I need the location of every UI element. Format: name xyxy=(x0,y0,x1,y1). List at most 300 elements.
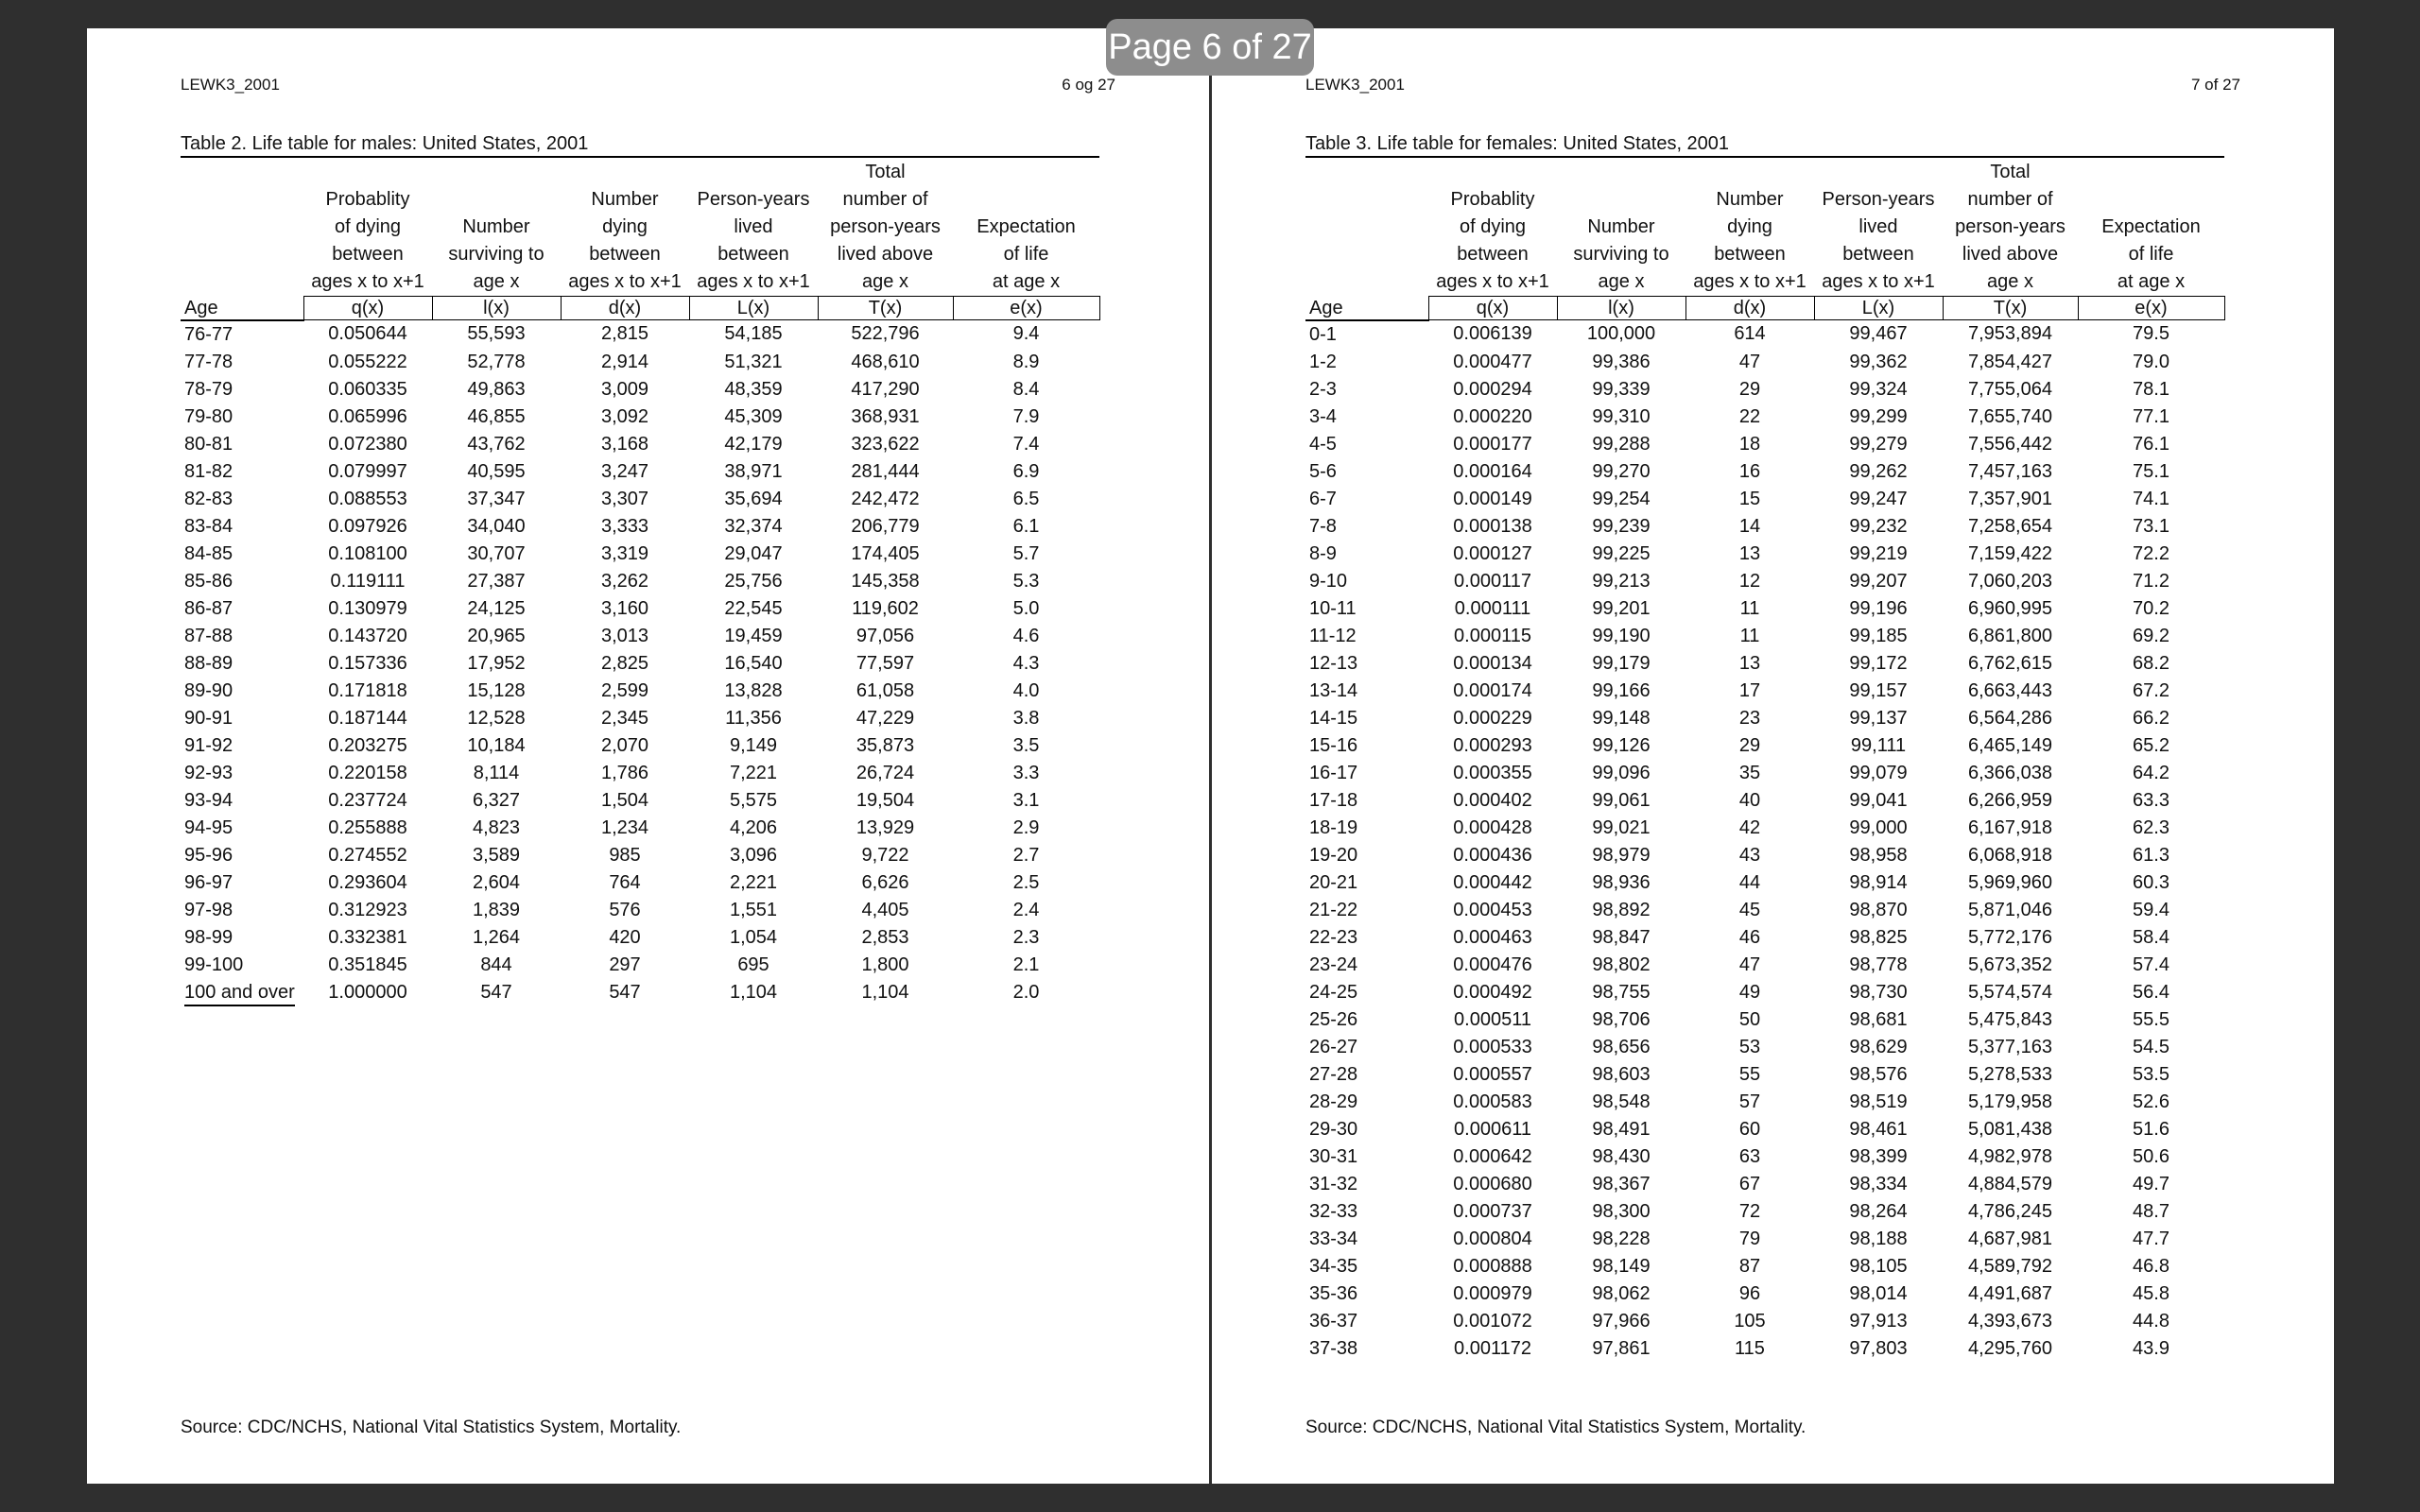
table-row xyxy=(1305,1061,2224,1089)
value-cell: 4,687,981 xyxy=(1968,1228,2052,1249)
header-row xyxy=(181,241,1099,268)
value-cell: 19,504 xyxy=(856,789,915,811)
value-cell: 242,472 xyxy=(851,488,920,509)
value-cell: 3,096 xyxy=(729,844,778,866)
value-cell: 0.000804 xyxy=(1453,1228,1532,1249)
value-cell: 99,185 xyxy=(1849,625,1908,646)
table-row xyxy=(1305,595,2224,623)
value-cell: 6,564,286 xyxy=(1968,707,2052,729)
value-cell: 0.000177 xyxy=(1453,433,1532,455)
value-cell: 0.006139 xyxy=(1453,323,1532,345)
value-cell: 50 xyxy=(1738,1008,1761,1030)
pdf-page-7 xyxy=(1212,28,2334,1484)
value-cell: 46.8 xyxy=(2133,1255,2169,1277)
value-cell: 38,971 xyxy=(724,460,783,482)
value-cell: 99,232 xyxy=(1849,515,1908,537)
column-symbol: q(x) xyxy=(1428,297,1557,320)
value-cell: 0.097926 xyxy=(328,515,407,537)
age-cell: 24-25 xyxy=(1309,981,1358,1003)
value-cell: 99,213 xyxy=(1592,570,1651,592)
value-cell: 0.000134 xyxy=(1453,652,1532,674)
column-symbol: e(x) xyxy=(2078,297,2224,320)
value-cell: 522,796 xyxy=(851,323,920,345)
column-header-line: lived above xyxy=(1962,244,2059,265)
value-cell: 0.088553 xyxy=(328,488,407,509)
column-header-line: between xyxy=(332,244,404,265)
age-cell: 83-84 xyxy=(184,515,233,537)
value-cell: 16,540 xyxy=(724,652,783,674)
value-cell: 23 xyxy=(1738,707,1761,729)
value-cell: 67 xyxy=(1738,1173,1761,1194)
value-cell: 55,593 xyxy=(467,323,526,345)
value-cell: 2,604 xyxy=(472,871,521,893)
table-row xyxy=(1305,1280,2224,1308)
value-cell: 99,239 xyxy=(1592,515,1651,537)
age-cell: 29-30 xyxy=(1309,1118,1358,1140)
value-cell: 0.000737 xyxy=(1453,1200,1532,1222)
value-cell: 47,229 xyxy=(856,707,915,729)
age-cell: 6-7 xyxy=(1309,488,1337,509)
value-cell: 98,461 xyxy=(1849,1118,1908,1140)
age-cell: 82-83 xyxy=(184,488,233,509)
value-cell: 48.7 xyxy=(2133,1200,2169,1222)
value-cell: 547 xyxy=(609,981,641,1003)
value-cell: 99,179 xyxy=(1592,652,1651,674)
table-row xyxy=(1305,952,2224,979)
value-cell: 5,575 xyxy=(729,789,778,811)
value-cell: 40 xyxy=(1738,789,1761,811)
value-cell: 3.3 xyxy=(1012,762,1040,783)
value-cell: 35 xyxy=(1738,762,1761,783)
value-cell: 52,778 xyxy=(467,351,526,372)
value-cell: 1,264 xyxy=(472,926,521,948)
value-cell: 5,377,163 xyxy=(1968,1036,2052,1057)
table-row xyxy=(181,678,1099,705)
value-cell: 98,706 xyxy=(1592,1008,1651,1030)
column-header-line: number of xyxy=(842,189,928,210)
value-cell: 51,321 xyxy=(724,351,783,372)
value-cell: 3,319 xyxy=(600,542,649,564)
value-cell: 72 xyxy=(1738,1200,1761,1222)
value-cell: 6.5 xyxy=(1012,488,1040,509)
value-cell: 7,655,740 xyxy=(1968,405,2052,427)
value-cell: 44 xyxy=(1738,871,1761,893)
column-header-line xyxy=(953,159,1099,186)
column-symbol: L(x) xyxy=(1814,297,1943,320)
table-row xyxy=(1305,404,2224,431)
value-cell: 6,663,443 xyxy=(1968,679,2052,701)
header-row xyxy=(181,159,1099,186)
value-cell: 6,327 xyxy=(472,789,521,811)
value-cell: 1.000000 xyxy=(328,981,407,1003)
value-cell: 7,457,163 xyxy=(1968,460,2052,482)
value-cell: 40,595 xyxy=(467,460,526,482)
value-cell: 98,802 xyxy=(1592,954,1651,975)
column-header-line: ages x to x+1 xyxy=(311,271,424,292)
column-header-line: Number xyxy=(1587,216,1655,237)
column-header-line: ages x to x+1 xyxy=(1822,271,1935,292)
value-cell: 6,861,800 xyxy=(1968,625,2052,646)
value-cell: 77.1 xyxy=(2133,405,2169,427)
table-row xyxy=(1305,1253,2224,1280)
value-cell: 2.5 xyxy=(1012,871,1040,893)
value-cell: 3,013 xyxy=(600,625,649,646)
value-cell: 75.1 xyxy=(2133,460,2169,482)
value-cell: 614 xyxy=(1734,323,1766,345)
header-cell xyxy=(181,186,303,214)
value-cell: 0.055222 xyxy=(328,351,407,372)
value-cell: 45.8 xyxy=(2133,1282,2169,1304)
value-cell: 22,545 xyxy=(724,597,783,619)
value-cell: 68.2 xyxy=(2133,652,2169,674)
value-cell: 368,931 xyxy=(851,405,920,427)
age-cell: 91-92 xyxy=(184,734,233,756)
value-cell: 9.4 xyxy=(1012,323,1040,345)
table-row xyxy=(1305,678,2224,705)
value-cell: 55 xyxy=(1738,1063,1761,1085)
value-cell: 17,952 xyxy=(467,652,526,674)
value-cell: 4,206 xyxy=(729,816,778,838)
value-cell: 98,188 xyxy=(1849,1228,1908,1249)
age-cell: 93-94 xyxy=(184,789,233,811)
table-row xyxy=(181,513,1099,541)
value-cell: 4.3 xyxy=(1012,652,1040,674)
age-cell: 4-5 xyxy=(1309,433,1337,455)
age-cell: 95-96 xyxy=(184,844,233,866)
column-header-line: lived above xyxy=(837,244,934,265)
age-cell: 85-86 xyxy=(184,570,233,592)
value-cell: 97,803 xyxy=(1849,1337,1908,1359)
value-cell: 61,058 xyxy=(856,679,915,701)
value-cell: 0.000164 xyxy=(1453,460,1532,482)
value-cell: 98,430 xyxy=(1592,1145,1651,1167)
column-header-line: between xyxy=(1714,244,1786,265)
value-cell: 99,262 xyxy=(1849,460,1908,482)
table-row xyxy=(181,349,1099,376)
value-cell: 98,681 xyxy=(1849,1008,1908,1030)
column-header-line xyxy=(689,159,818,186)
header-cell xyxy=(1305,268,1428,297)
table-row xyxy=(181,760,1099,787)
table-row xyxy=(181,705,1099,732)
age-cell-label: 100 and over xyxy=(184,980,295,1006)
table-row xyxy=(1305,623,2224,650)
value-cell: 97,913 xyxy=(1849,1310,1908,1332)
value-cell: 44.8 xyxy=(2133,1310,2169,1332)
value-cell: 35,694 xyxy=(724,488,783,509)
value-cell: 48,359 xyxy=(724,378,783,400)
value-cell: 115 xyxy=(1735,1337,1765,1359)
value-cell: 1,786 xyxy=(600,762,649,783)
header-cell xyxy=(181,268,303,297)
value-cell: 2.3 xyxy=(1012,926,1040,948)
value-cell: 0.050644 xyxy=(328,323,407,345)
age-cell: 22-23 xyxy=(1309,926,1358,948)
column-header-line: age x xyxy=(473,271,520,292)
header-row xyxy=(1305,214,2224,241)
value-cell: 0.000436 xyxy=(1453,844,1532,866)
column-header-line: Total xyxy=(1990,162,2031,182)
column-symbol: T(x) xyxy=(818,297,953,320)
table-row xyxy=(181,320,1099,349)
value-cell: 30,707 xyxy=(467,542,526,564)
header-cell xyxy=(1305,186,1428,214)
column-symbol: l(x) xyxy=(1557,297,1685,320)
age-cell: 36-37 xyxy=(1309,1310,1358,1332)
value-cell: 63 xyxy=(1738,1145,1761,1167)
header-cell xyxy=(181,159,303,186)
age-cell: 89-90 xyxy=(184,679,233,701)
age-cell: 19-20 xyxy=(1309,844,1358,866)
age-cell: 0-1 xyxy=(1309,323,1337,345)
value-cell: 7,221 xyxy=(729,762,778,783)
value-cell: 24,125 xyxy=(467,597,526,619)
age-cell: 78-79 xyxy=(184,378,233,400)
column-header-line: surviving to xyxy=(448,244,544,265)
value-cell: 3.5 xyxy=(1012,734,1040,756)
value-cell: 2.9 xyxy=(1012,816,1040,838)
value-cell: 0.079997 xyxy=(328,460,407,482)
value-cell: 98,825 xyxy=(1849,926,1908,948)
value-cell: 98,629 xyxy=(1849,1036,1908,1057)
value-cell: 61.3 xyxy=(2133,844,2169,866)
header-row xyxy=(181,214,1099,241)
value-cell: 4,823 xyxy=(472,816,521,838)
value-cell: 6,366,038 xyxy=(1968,762,2052,783)
value-cell: 0.000442 xyxy=(1453,871,1532,893)
header-row xyxy=(1305,241,2224,268)
table-row xyxy=(1305,349,2224,376)
value-cell: 45,309 xyxy=(724,405,783,427)
value-cell: 420 xyxy=(609,926,641,948)
value-cell: 99,201 xyxy=(1592,597,1651,619)
value-cell: 0.000476 xyxy=(1453,954,1532,975)
value-cell: 3,589 xyxy=(472,844,521,866)
value-cell: 54.5 xyxy=(2133,1036,2169,1057)
table-row xyxy=(1305,705,2224,732)
age-cell: 23-24 xyxy=(1309,954,1358,975)
value-cell: 985 xyxy=(609,844,641,866)
value-cell: 49.7 xyxy=(2133,1173,2169,1194)
source-note: Source: CDC/NCHS, National Vital Statistics System, Mortality. xyxy=(1305,1418,1806,1437)
age-cell: 11-12 xyxy=(1309,625,1357,646)
value-cell: 78.1 xyxy=(2133,378,2169,400)
table-row xyxy=(1305,815,2224,842)
value-cell: 5,278,533 xyxy=(1968,1063,2052,1085)
column-header-line: surviving to xyxy=(1573,244,1669,265)
table-row xyxy=(1305,842,2224,869)
value-cell: 64.2 xyxy=(2133,762,2169,783)
table-row xyxy=(1305,1034,2224,1061)
age-cell: 33-34 xyxy=(1309,1228,1358,1249)
value-cell: 99,247 xyxy=(1849,488,1908,509)
age-cell xyxy=(181,979,303,1006)
value-cell: 0.000642 xyxy=(1453,1145,1532,1167)
value-cell: 6.9 xyxy=(1012,460,1040,482)
value-cell: 14 xyxy=(1738,515,1761,537)
value-cell: 9,722 xyxy=(861,844,909,866)
table-row xyxy=(181,431,1099,458)
value-cell: 7,953,894 xyxy=(1968,323,2052,345)
value-cell: 0.000492 xyxy=(1453,981,1532,1003)
value-cell: 0.065996 xyxy=(328,405,407,427)
value-cell: 99,279 xyxy=(1849,433,1908,455)
age-cell: 81-82 xyxy=(184,460,233,482)
value-cell: 206,779 xyxy=(851,515,920,537)
column-header-line: of life xyxy=(2128,244,2174,265)
column-header-line: dying xyxy=(602,216,648,237)
value-cell: 0.000453 xyxy=(1453,899,1532,920)
value-cell: 0.000138 xyxy=(1453,515,1532,537)
value-cell: 98,778 xyxy=(1849,954,1908,975)
value-cell: 99,111 xyxy=(1850,734,1907,756)
value-cell: 5,871,046 xyxy=(1968,899,2052,920)
value-cell: 0.000428 xyxy=(1453,816,1532,838)
value-cell: 13,929 xyxy=(856,816,915,838)
value-cell: 3,009 xyxy=(600,378,649,400)
age-column-header: Age xyxy=(1305,297,1428,320)
table-row xyxy=(181,979,1099,1006)
value-cell: 7,854,427 xyxy=(1968,351,2052,372)
table-row xyxy=(1305,568,2224,595)
value-cell: 56.4 xyxy=(2133,981,2169,1003)
header-cell xyxy=(181,214,303,241)
column-header-line: age x xyxy=(1598,271,1645,292)
value-cell: 42,179 xyxy=(724,433,783,455)
column-header-line: ages x to x+1 xyxy=(1693,271,1806,292)
value-cell: 7.9 xyxy=(1012,405,1040,427)
column-symbol: q(x) xyxy=(303,297,432,320)
value-cell: 13 xyxy=(1738,652,1761,674)
value-cell: 4.0 xyxy=(1012,679,1040,701)
value-cell: 4,295,760 xyxy=(1968,1337,2052,1359)
value-cell: 99,190 xyxy=(1592,625,1651,646)
column-header-line: age x xyxy=(862,271,908,292)
value-cell: 57 xyxy=(1738,1091,1761,1112)
value-cell: 2.4 xyxy=(1012,899,1040,920)
value-cell: 54,185 xyxy=(724,323,783,345)
value-cell: 4,405 xyxy=(861,899,909,920)
value-cell: 98,149 xyxy=(1592,1255,1651,1277)
header-row xyxy=(1305,159,2224,186)
symbol-row xyxy=(181,297,1099,320)
value-cell: 7.4 xyxy=(1012,433,1040,455)
value-cell: 8.9 xyxy=(1012,351,1040,372)
value-cell: 5.0 xyxy=(1012,597,1040,619)
value-cell: 26,724 xyxy=(856,762,915,783)
value-cell: 2.1 xyxy=(1012,954,1040,975)
value-cell: 20,965 xyxy=(467,625,526,646)
age-cell: 98-99 xyxy=(184,926,233,948)
value-cell: 32,374 xyxy=(724,515,783,537)
source-note: Source: CDC/NCHS, National Vital Statistics System, Mortality. xyxy=(181,1418,682,1437)
value-cell: 99,324 xyxy=(1849,378,1908,400)
value-cell: 98,870 xyxy=(1849,899,1908,920)
age-cell: 32-33 xyxy=(1309,1200,1358,1222)
page-header-right: 7 of 27 xyxy=(2191,76,2240,94)
value-cell: 29,047 xyxy=(724,542,783,564)
value-cell: 96 xyxy=(1738,1282,1761,1304)
value-cell: 98,062 xyxy=(1592,1282,1651,1304)
value-cell: 98,656 xyxy=(1592,1036,1651,1057)
value-cell: 0.000402 xyxy=(1453,789,1532,811)
value-cell: 3,168 xyxy=(600,433,649,455)
value-cell: 98,730 xyxy=(1849,981,1908,1003)
value-cell: 60.3 xyxy=(2133,871,2169,893)
value-cell: 59.4 xyxy=(2133,899,2169,920)
value-cell: 57.4 xyxy=(2133,954,2169,975)
header-cell xyxy=(1305,241,1428,268)
value-cell: 98,603 xyxy=(1592,1063,1651,1085)
value-cell: 5,475,843 xyxy=(1968,1008,2052,1030)
table-row xyxy=(1305,1308,2224,1335)
table-row xyxy=(181,650,1099,678)
value-cell: 5,673,352 xyxy=(1968,954,2052,975)
value-cell: 2,853 xyxy=(861,926,909,948)
value-cell: 98,264 xyxy=(1849,1200,1908,1222)
age-cell: 21-22 xyxy=(1309,899,1358,920)
table-row xyxy=(1305,541,2224,568)
value-cell: 100,000 xyxy=(1586,323,1656,345)
value-cell: 547 xyxy=(480,981,512,1003)
value-cell: 99,021 xyxy=(1592,816,1651,838)
value-cell: 174,405 xyxy=(851,542,920,564)
table-row xyxy=(1305,897,2224,924)
value-cell: 2,599 xyxy=(600,679,649,701)
table-title: Table 3. Life table for females: United States, 2001 xyxy=(1305,132,2224,158)
value-cell: 58.4 xyxy=(2133,926,2169,948)
column-header-line: Person-years xyxy=(697,189,810,210)
value-cell: 0.000174 xyxy=(1453,679,1532,701)
column-header-line: Total xyxy=(865,162,906,182)
value-cell: 79 xyxy=(1738,1228,1761,1249)
value-cell: 0.001072 xyxy=(1453,1310,1532,1332)
value-cell: 0.000557 xyxy=(1453,1063,1532,1085)
table-row xyxy=(1305,869,2224,897)
value-cell: 98,105 xyxy=(1849,1255,1908,1277)
value-cell: 0.130979 xyxy=(328,597,407,619)
page-indicator: Page 6 of 27 xyxy=(1106,19,1314,76)
value-cell: 0.171818 xyxy=(328,679,407,701)
column-header-line: of dying xyxy=(1459,216,1527,237)
table-row xyxy=(1305,924,2224,952)
value-cell: 297 xyxy=(609,954,641,975)
table-row xyxy=(1305,1006,2224,1034)
value-cell: 13,828 xyxy=(724,679,783,701)
column-header-line xyxy=(1814,159,1943,186)
value-cell: 99,207 xyxy=(1849,570,1908,592)
value-cell: 97,966 xyxy=(1592,1310,1651,1332)
age-cell: 96-97 xyxy=(184,871,233,893)
table-row xyxy=(1305,979,2224,1006)
value-cell: 43,762 xyxy=(467,433,526,455)
column-header-line: age x xyxy=(1987,271,2033,292)
value-cell: 8,114 xyxy=(473,762,520,783)
age-cell: 76-77 xyxy=(184,323,233,345)
value-cell: 98,576 xyxy=(1849,1063,1908,1085)
value-cell: 6,465,149 xyxy=(1968,734,2052,756)
age-cell: 13-14 xyxy=(1309,679,1358,701)
column-header-line: Probablity xyxy=(1450,189,1535,210)
value-cell: 3,160 xyxy=(600,597,649,619)
age-cell: 14-15 xyxy=(1309,707,1358,729)
table-row xyxy=(1305,1198,2224,1226)
value-cell: 98,300 xyxy=(1592,1200,1651,1222)
value-cell: 98,755 xyxy=(1592,981,1651,1003)
value-cell: 1,104 xyxy=(729,981,778,1003)
value-cell: 50.6 xyxy=(2133,1145,2169,1167)
value-cell: 0.000888 xyxy=(1453,1255,1532,1277)
